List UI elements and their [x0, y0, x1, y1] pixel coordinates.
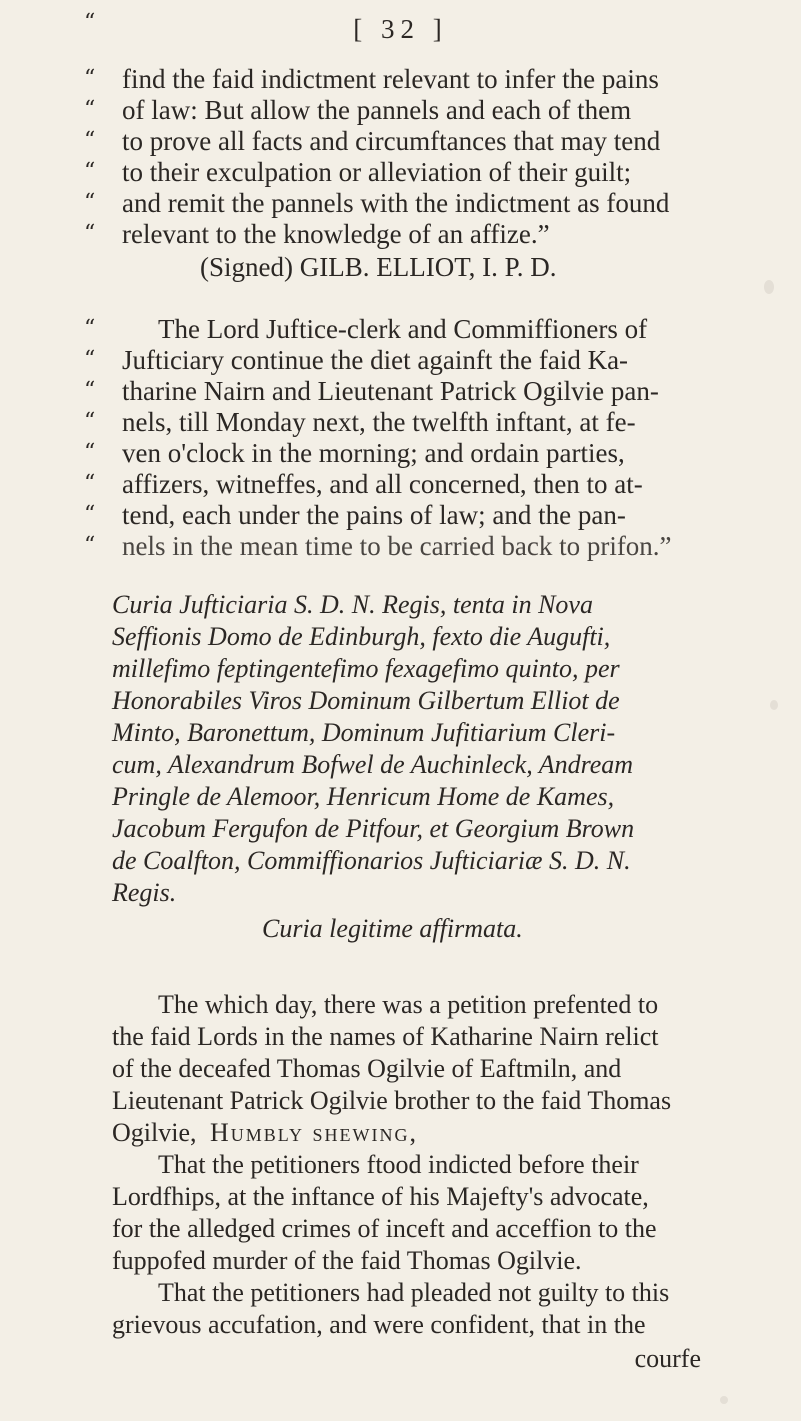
- body2-line-3: for the alledged crimes of inceft and acceffion to the: [112, 1214, 657, 1243]
- order-line-6: affizers, witneffes, and all concerned, then to at-: [122, 469, 643, 499]
- quote-mark: “: [84, 347, 96, 372]
- order-line-3: tharine Nairn and Lieutenant Patrick Ogilvie pan-: [122, 376, 659, 406]
- quoted-line-1: find the faid indictment relevant to infer the pains: [122, 64, 659, 94]
- quoted-line-5: and remit the pannels with the indictment as found: [122, 188, 670, 218]
- quote-mark: “: [84, 440, 96, 465]
- latin-line-3: millefimo feptingentefimo fexagefimo quinto, per: [112, 654, 620, 683]
- latin-line-6: cum, Alexandrum Bofwel de Auchinleck, Andream: [112, 750, 634, 779]
- body2-line-6: grievous accufation, and were confident, that in the: [112, 1310, 646, 1339]
- order-line-5: ven o'clock in the morning; and ordain parties,: [122, 438, 625, 468]
- signature-line: (Signed) GILB. ELLIOT, I. P. D.: [200, 252, 557, 282]
- quote-mark: “: [84, 409, 96, 434]
- page-number: [ 32 ]: [353, 14, 448, 44]
- humbly-shewing: Humbly shewing,: [210, 1118, 418, 1147]
- order-line-4: nels, till Monday next, the twelfth inftant, at fe-: [122, 407, 636, 437]
- paper-stain: [720, 1396, 728, 1404]
- body2-line-1: That the petitioners ftood indicted before their: [158, 1150, 639, 1179]
- body2-line-4: fuppofed murder of the faid Thomas Ogilvie.: [112, 1246, 582, 1275]
- latin-line-5: Minto, Baronettum, Dominum Jufitiarium Cleri-: [112, 718, 616, 747]
- body-line-5: Ogilvie,: [112, 1118, 197, 1147]
- order-line-8: nels in the mean time to be carried back to prifon.”: [122, 531, 672, 561]
- latin-closing: Curia legitime affirmata.: [262, 914, 523, 943]
- quote-mark: “: [84, 10, 96, 35]
- body2-line-5: That the petitioners had pleaded not guilty to this: [158, 1278, 670, 1307]
- body-line-4: Lieutenant Patrick Ogilvie brother to the faid Thomas: [112, 1086, 672, 1115]
- order-line-2: Jufticiary continue the diet againft the faid Ka-: [122, 345, 629, 375]
- quoted-line-6: relevant to the knowledge of an affize.”: [122, 219, 550, 249]
- latin-line-4: Honorabiles Viros Dominum Gilbertum Elliot de: [112, 686, 620, 715]
- quote-mark: “: [84, 159, 96, 184]
- quote-mark: “: [84, 316, 96, 341]
- latin-line-1: Curia Jufticiaria S. D. N. Regis, tenta in Nova: [112, 590, 593, 619]
- catchword: courfe: [634, 1344, 701, 1373]
- quote-mark: “: [84, 471, 96, 496]
- quote-mark: “: [84, 378, 96, 403]
- order-line-1: The Lord Juftice-clerk and Commiffioners of: [158, 314, 648, 344]
- latin-line-2: Seffionis Domo de Edinburgh, fexto die Augufti,: [112, 622, 611, 651]
- quote-mark: “: [84, 533, 96, 558]
- quoted-line-2: of law: But allow the pannels and each of them: [122, 95, 632, 125]
- quoted-line-4: to their exculpation or alleviation of their guilt;: [122, 157, 632, 187]
- quote-mark: “: [84, 221, 96, 246]
- quote-mark: “: [84, 502, 96, 527]
- quoted-line-3: to prove all facts and circumftances that may tend: [122, 126, 661, 156]
- body-line-3: of the deceafed Thomas Ogilvie of Eaftmiln, and: [112, 1054, 622, 1083]
- body-line-2: the faid Lords in the names of Katharine Nairn relict: [112, 1022, 659, 1051]
- quote-mark: “: [84, 97, 96, 122]
- quote-mark: “: [84, 66, 96, 91]
- body-line-1: The which day, there was a petition prefented to: [158, 990, 659, 1019]
- paper-stain: [770, 700, 778, 710]
- quote-mark: “: [84, 128, 96, 153]
- body2-line-2: Lordfhips, at the inftance of his Majefty's advocate,: [112, 1182, 649, 1211]
- latin-line-7: Pringle de Alemoor, Henricum Home de Kames,: [112, 782, 615, 811]
- latin-line-9: de Coalfton, Commiffionarios Jufticiariæ S. D. N.: [112, 846, 631, 875]
- paper-stain: [764, 280, 774, 294]
- quote-mark: “: [84, 190, 96, 215]
- latin-line-8: Jacobum Fergufon de Pitfour, et Georgium Brown: [112, 814, 635, 843]
- order-line-7: tend, each under the pains of law; and the pan-: [122, 500, 626, 530]
- latin-line-10: Regis.: [112, 878, 177, 907]
